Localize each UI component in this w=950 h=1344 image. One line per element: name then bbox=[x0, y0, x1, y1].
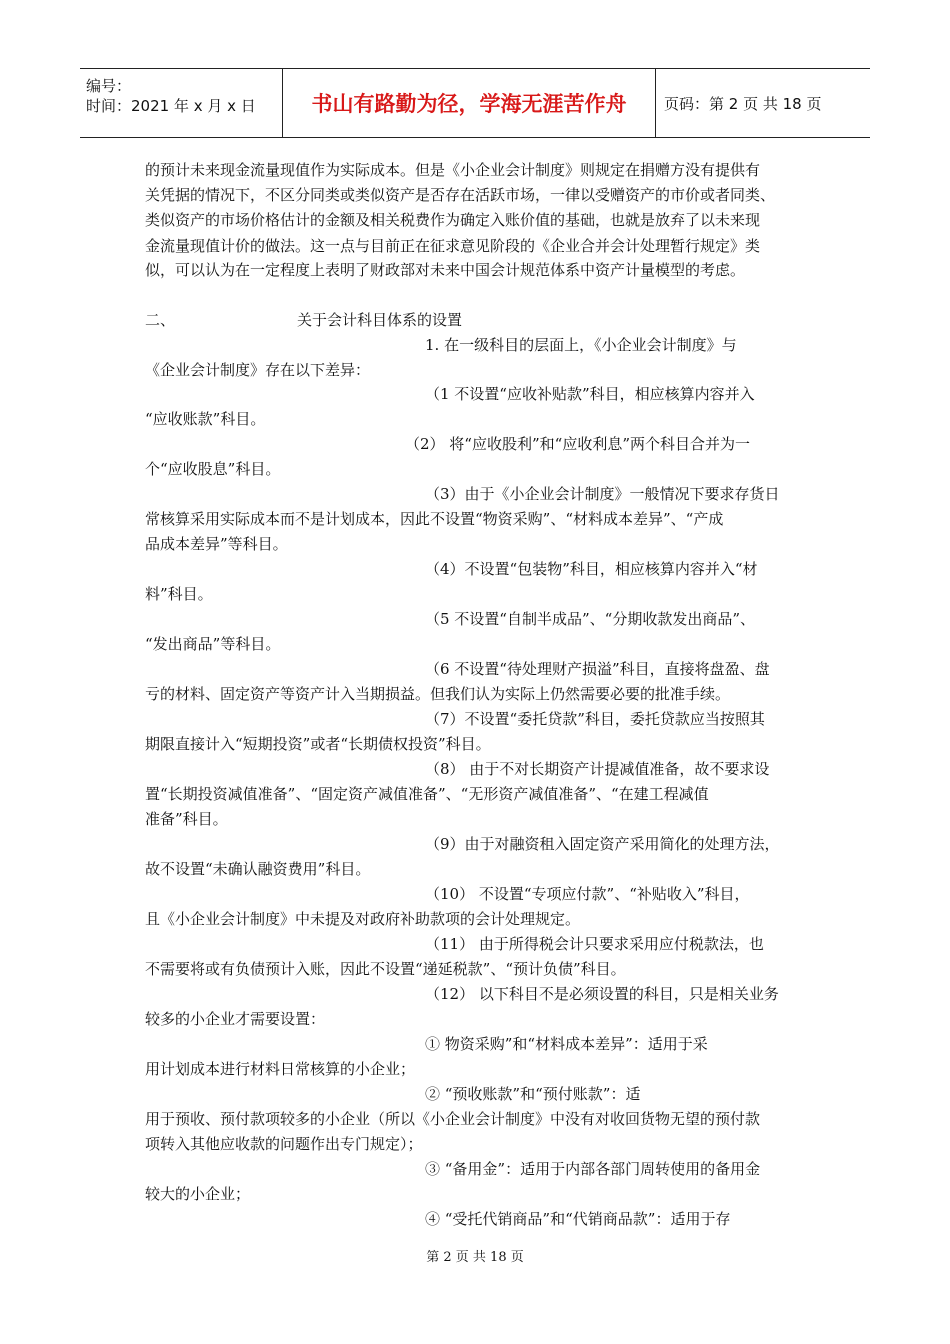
sub-list-item: ③ “备用金”：适用于内部各部门周转使用的备用金 bbox=[425, 1160, 761, 1178]
body-line: 不需要将或有负债预计入账，因此不设置“递延税款”、“预计负债”科目。 bbox=[145, 960, 626, 978]
list-item: （12） 以下科目不是必须设置的科目，只是相关业务 bbox=[425, 985, 779, 1003]
section-heading: 关于会计科目体系的设置 bbox=[297, 311, 463, 329]
page-header bbox=[80, 68, 870, 138]
body-line: 置“长期投资减值准备”、“固定资产减值准备”、“无形资产减值准备”、“在建工程减值 bbox=[145, 785, 709, 803]
list-item: （4）不设置“包装物”科目，相应核算内容并入“材 bbox=[425, 560, 758, 578]
body-line: 用计划成本进行材料日常核算的小企业； bbox=[145, 1060, 416, 1078]
body-line: 品成本差异”等科目。 bbox=[145, 535, 288, 553]
body-line: 关凭据的情况下，不区分同类或类似资产是否存在活跃市场，一律以受赠资产的市价或者同类、 bbox=[145, 186, 776, 204]
header-page-info: 页码：第 2 页 共 18 页 bbox=[664, 94, 822, 113]
body-line: 《企业会计制度》存在以下差异： bbox=[145, 361, 371, 379]
body-line: 的预计未来现金流量现值作为实际成本。但是《小企业会计制度》则规定在捐赠方没有提供有 bbox=[145, 161, 761, 179]
body-line: 个“应收股息”科目。 bbox=[145, 460, 281, 478]
body-line: 期限直接计入“短期投资”或者“长期债权投资”科目。 bbox=[145, 735, 491, 753]
body-line: 似，可以认为在一定程度上表明了财政部对未来中国会计规范体系中资产计量模型的考虑。 bbox=[145, 261, 746, 279]
list-item: （6 不设置“待处理财产损溢”科目，直接将盘盈、盘 bbox=[425, 660, 770, 678]
body-line: 故不设置“未确认融资费用”科目。 bbox=[145, 860, 371, 878]
body-line: 1. 在一级科目的层面上，《小企业会计制度》与 bbox=[425, 336, 737, 354]
list-item: （11） 由于所得税会计只要求采用应付税款法，也 bbox=[425, 935, 764, 953]
document-date-label: 时间：2021 年 x 月 x 日 bbox=[86, 97, 256, 115]
header-motto: 书山有路勤为径，学海无涯苦作舟 bbox=[283, 69, 656, 137]
list-item: （10） 不设置“专项应付款”、“补贴收入”科目， bbox=[425, 885, 750, 903]
header-meta bbox=[80, 69, 283, 137]
list-item: （9）由于对融资租入固定资产采用简化的处理方法， bbox=[425, 835, 780, 853]
body-line: 料”科目。 bbox=[145, 585, 213, 603]
document-number-label: 编号： bbox=[86, 77, 132, 95]
list-item: （3）由于《小企业会计制度》一般情况下要求存货日 bbox=[425, 485, 780, 503]
list-item: （5 不设置“自制半成品”、“分期收款发出商品”、 bbox=[425, 610, 755, 628]
body-line: 用于预收、预付款项较多的小企业（所以《小企业会计制度》中没有对收回货物无望的预付款 bbox=[145, 1110, 761, 1128]
list-item: （7）不设置“委托贷款”科目，委托贷款应当按照其 bbox=[425, 710, 765, 728]
body-line: 常核算采用实际成本而不是计划成本，因此不设置“物资采购”、“材料成本差异”、“产成 bbox=[145, 510, 724, 528]
body-line: “应收账款”科目。 bbox=[145, 410, 266, 428]
list-item: （1 不设置“应收补贴款”科目，相应核算内容并入 bbox=[425, 385, 755, 403]
body-line: 类似资产的市场价格估计的金额及相关税费作为确定入账价值的基础，也就是放弃了以未来现 bbox=[145, 211, 761, 229]
body-line: 项转入其他应收款的问题作出专门规定）； bbox=[145, 1135, 423, 1153]
body-line: 较大的小企业； bbox=[145, 1185, 251, 1203]
page-footer: 第 2 页 共 18 页 bbox=[426, 1250, 524, 1265]
sub-list-item: ② “预收账款”和“预付账款”：适 bbox=[425, 1085, 641, 1103]
body-line: “发出商品”等科目。 bbox=[145, 635, 281, 653]
body-line: 金流量现值计价的做法。这一点与目前正在征求意见阶段的《企业合并会计处理暂行规定》类 bbox=[145, 237, 761, 255]
section-number: 二、 bbox=[145, 311, 176, 329]
body-line: 亏的材料、固定资产等资产计入当期损益。但我们认为实际上仍然需要必要的批准手续。 bbox=[145, 685, 731, 703]
sub-list-item: ① 物资采购”和“材料成本差异”：适用于采 bbox=[425, 1035, 708, 1053]
body-line: 且《小企业会计制度》中未提及对政府补助款项的会计处理规定。 bbox=[145, 910, 581, 928]
list-item: （2） 将“应收股利”和“应收利息”两个科目合并为一 bbox=[405, 435, 750, 453]
list-item: （8） 由于不对长期资产计提减值准备，故不要求设 bbox=[425, 760, 770, 778]
body-line: 准备”科目。 bbox=[145, 810, 228, 828]
body-line: 较多的小企业才需要设置： bbox=[145, 1010, 326, 1028]
sub-list-item: ④ “受托代销商品”和“代销商品款”：适用于存 bbox=[425, 1210, 731, 1228]
